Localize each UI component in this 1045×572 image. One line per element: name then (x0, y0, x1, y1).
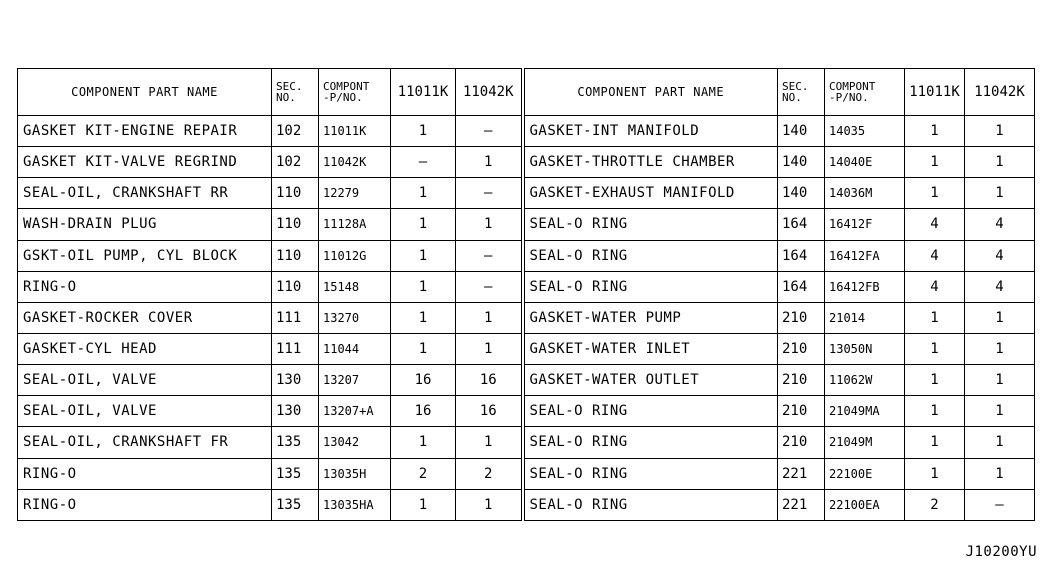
qty-kit2: – (456, 271, 523, 302)
sec-no: 110 (272, 178, 319, 209)
part-no: 16412F (825, 209, 905, 240)
sec-no: 164 (778, 240, 825, 271)
sec-no: 164 (778, 209, 825, 240)
header-kit1-right: 11011K (905, 69, 965, 116)
header-kit2-left: 11042K (456, 69, 523, 116)
qty-kit1: 4 (905, 240, 965, 271)
part-name: SEAL-O RING (523, 458, 778, 489)
part-no: 21049MA (825, 396, 905, 427)
part-name: GASKET KIT-VALVE REGRIND (18, 147, 272, 178)
header-no-label: NO. (782, 91, 802, 104)
qty-kit2: 2 (456, 458, 523, 489)
sec-no: 210 (778, 427, 825, 458)
qty-kit1: 1 (391, 489, 456, 520)
part-name: SEAL-OIL, CRANKSHAFT RR (18, 178, 272, 209)
qty-kit1: 16 (391, 365, 456, 396)
part-no: 13035HA (319, 489, 391, 520)
table-row (18, 240, 1035, 271)
header-sec-no-right (778, 69, 825, 116)
qty-kit1: 1 (391, 240, 456, 271)
sec-no: 140 (778, 116, 825, 147)
qty-kit1: 1 (905, 178, 965, 209)
sec-no: 110 (272, 209, 319, 240)
table-row (18, 458, 1035, 489)
part-no: 12279 (319, 178, 391, 209)
part-no: 14035 (825, 116, 905, 147)
header-pno-label: -P/NO. (323, 91, 363, 104)
qty-kit2: – (965, 489, 1035, 520)
qty-kit2: – (456, 178, 523, 209)
qty-kit2: 16 (456, 396, 523, 427)
qty-kit1: 1 (905, 333, 965, 364)
part-name: GASKET-WATER PUMP (523, 302, 778, 333)
qty-kit2: 1 (456, 209, 523, 240)
part-name: GASKET-THROTTLE CHAMBER (523, 147, 778, 178)
part-no: 11042K (319, 147, 391, 178)
part-no: 16412FA (825, 240, 905, 271)
qty-kit1: 1 (391, 271, 456, 302)
header-part-no-left (319, 69, 391, 116)
part-name: SEAL-O RING (523, 489, 778, 520)
sec-no: 140 (778, 147, 825, 178)
part-no: 22100E (825, 458, 905, 489)
qty-kit1: 1 (905, 396, 965, 427)
qty-kit2: 1 (965, 147, 1035, 178)
sec-no: 164 (778, 271, 825, 302)
part-name: SEAL-O RING (523, 209, 778, 240)
qty-kit2: 4 (965, 240, 1035, 271)
sec-no: 140 (778, 178, 825, 209)
part-name: SEAL-OIL, VALVE (18, 396, 272, 427)
part-name: GASKET KIT-ENGINE REPAIR (18, 116, 272, 147)
header-sec-label: SEC. (782, 80, 809, 93)
qty-kit2: – (456, 240, 523, 271)
table-row (18, 271, 1035, 302)
qty-kit2: 16 (456, 365, 523, 396)
part-no: 21014 (825, 302, 905, 333)
part-name: GASKET-ROCKER COVER (18, 302, 272, 333)
part-name: GASKET-CYL HEAD (18, 333, 272, 364)
qty-kit1: 1 (391, 333, 456, 364)
qty-kit1: 2 (905, 489, 965, 520)
table-row (18, 209, 1035, 240)
part-name: SEAL-O RING (523, 240, 778, 271)
qty-kit2: 1 (965, 427, 1035, 458)
sec-no: 135 (272, 489, 319, 520)
sec-no: 111 (272, 302, 319, 333)
part-name: RING-O (18, 489, 272, 520)
part-no: 11012G (319, 240, 391, 271)
sec-no: 221 (778, 458, 825, 489)
sec-no: 210 (778, 302, 825, 333)
sec-no: 210 (778, 396, 825, 427)
qty-kit1: 1 (905, 458, 965, 489)
qty-kit2: 1 (965, 365, 1035, 396)
sec-no: 102 (272, 116, 319, 147)
qty-kit2: 1 (456, 333, 523, 364)
part-name: WASH-DRAIN PLUG (18, 209, 272, 240)
part-no: 11062W (825, 365, 905, 396)
part-name: GASKET-WATER OUTLET (523, 365, 778, 396)
sec-no: 135 (272, 427, 319, 458)
part-name: RING-O (18, 271, 272, 302)
parts-table (17, 68, 1035, 521)
table-row (18, 302, 1035, 333)
table-row (18, 427, 1035, 458)
table-row (18, 396, 1035, 427)
part-no: 14040E (825, 147, 905, 178)
qty-kit2: 1 (965, 396, 1035, 427)
table-row (18, 147, 1035, 178)
part-no: 11011K (319, 116, 391, 147)
part-no: 11044 (319, 333, 391, 364)
part-name: GSKT-OIL PUMP, CYL BLOCK (18, 240, 272, 271)
table-row (18, 116, 1035, 147)
sec-no: 221 (778, 489, 825, 520)
header-no-label: NO. (276, 91, 296, 104)
sec-no: 110 (272, 240, 319, 271)
sec-no: 111 (272, 333, 319, 364)
sec-no: 130 (272, 365, 319, 396)
sec-no: 210 (778, 365, 825, 396)
part-no: 13050N (825, 333, 905, 364)
qty-kit1: 4 (905, 209, 965, 240)
header-kit1-left: 11011K (391, 69, 456, 116)
part-no: 13207+A (319, 396, 391, 427)
qty-kit2: 1 (965, 458, 1035, 489)
qty-kit2: 1 (965, 302, 1035, 333)
qty-kit1: 1 (391, 427, 456, 458)
qty-kit1: 4 (905, 271, 965, 302)
qty-kit1: 1 (391, 302, 456, 333)
header-compont-label: COMPONT (829, 80, 876, 93)
sec-no: 110 (272, 271, 319, 302)
qty-kit1: 1 (391, 178, 456, 209)
header-sec-no-left (272, 69, 319, 116)
part-no: 13207 (319, 365, 391, 396)
sec-no: 102 (272, 147, 319, 178)
qty-kit2: 1 (456, 489, 523, 520)
part-no: 15148 (319, 271, 391, 302)
header-component-name-left: COMPONENT PART NAME (18, 69, 272, 116)
part-name: SEAL-O RING (523, 271, 778, 302)
table-row (18, 333, 1035, 364)
part-no: 13035H (319, 458, 391, 489)
part-no: 13270 (319, 302, 391, 333)
part-no: 14036M (825, 178, 905, 209)
part-no: 21049M (825, 427, 905, 458)
part-name: GASKET-EXHAUST MANIFOLD (523, 178, 778, 209)
part-name: GASKET-WATER INLET (523, 333, 778, 364)
drawing-code: J10200YU (965, 544, 1037, 560)
table-row (18, 178, 1035, 209)
qty-kit1: 1 (391, 209, 456, 240)
part-name: SEAL-OIL, CRANKSHAFT FR (18, 427, 272, 458)
qty-kit1: 1 (905, 147, 965, 178)
header-row (18, 69, 1035, 116)
qty-kit2: 1 (965, 116, 1035, 147)
header-compont-label: COMPONT (323, 80, 370, 93)
part-no: 11128A (319, 209, 391, 240)
table-row (18, 365, 1035, 396)
header-sec-label: SEC. (276, 80, 303, 93)
qty-kit2: 1 (965, 333, 1035, 364)
part-no: 16412FB (825, 271, 905, 302)
part-name: SEAL-O RING (523, 396, 778, 427)
qty-kit1: 1 (391, 116, 456, 147)
sec-no: 130 (272, 396, 319, 427)
table-row (18, 489, 1035, 520)
qty-kit1: 16 (391, 396, 456, 427)
qty-kit2: 4 (965, 271, 1035, 302)
qty-kit2: 1 (456, 147, 523, 178)
qty-kit2: – (456, 116, 523, 147)
header-component-name-right: COMPONENT PART NAME (523, 69, 778, 116)
qty-kit1: 1 (905, 365, 965, 396)
header-kit2-right: 11042K (965, 69, 1035, 116)
qty-kit2: 1 (965, 178, 1035, 209)
part-name: SEAL-O RING (523, 427, 778, 458)
qty-kit1: – (391, 147, 456, 178)
part-no: 22100EA (825, 489, 905, 520)
qty-kit1: 1 (905, 116, 965, 147)
qty-kit2: 1 (456, 427, 523, 458)
qty-kit2: 4 (965, 209, 1035, 240)
qty-kit1: 1 (905, 427, 965, 458)
part-no: 13042 (319, 427, 391, 458)
qty-kit2: 1 (456, 302, 523, 333)
qty-kit1: 2 (391, 458, 456, 489)
qty-kit1: 1 (905, 302, 965, 333)
header-part-no-right (825, 69, 905, 116)
sec-no: 135 (272, 458, 319, 489)
header-pno-label: -P/NO. (829, 91, 869, 104)
sec-no: 210 (778, 333, 825, 364)
part-name: SEAL-OIL, VALVE (18, 365, 272, 396)
part-name: GASKET-INT MANIFOLD (523, 116, 778, 147)
part-name: RING-O (18, 458, 272, 489)
